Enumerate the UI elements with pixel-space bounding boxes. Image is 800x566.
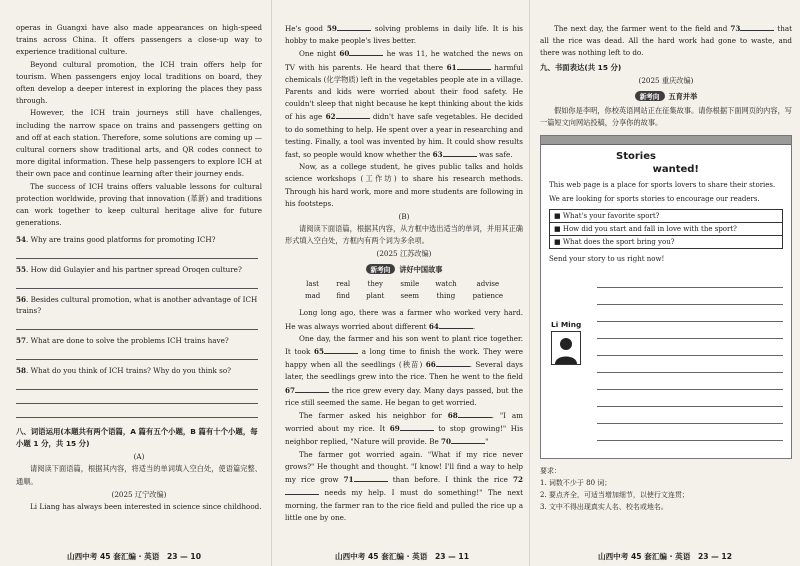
prompt-question: ■ What does the sport bring you? [554,238,675,247]
question-54: 54. Why are trains good platforms for promoting ICH? [16,235,216,245]
question-box [549,209,783,249]
section-heading: 八、词语运用(本题共有两个语篇，A 篇有五个小题，B 篇有十个小题，每小题 1 分，共 15 分) [16,427,258,449]
blank-59[interactable] [337,22,371,31]
instruction: 请阅读下面语篇，根据其内容，将适当的单词填入空白处，使语篇完整、通顺。 [16,464,262,486]
paragraph: However, the ICH train journeys still have challenges, including the narrow space on trains and passengers getting on and off at each station. Therefore, some solutions are coming up — cultural corners show traditional arts, and QR codes connect to more digital information. These help passengers to explore ICH at their own pace and continue learning after their journey ends. [16,108,262,179]
word-option: watch [435,280,457,289]
new-trend-badge: 新考向 [635,91,665,101]
word-option: find [336,292,351,301]
paragraph: He's good 59 solving problems in daily life. It is his hobby to make people's lives better. [285,24,523,46]
blank-61[interactable] [457,61,491,70]
paragraph: The next day, the farmer went to the field and 73 that all the rice was dead. All the hard work had gone to waste, and there was nothing left to do. [540,24,793,58]
web-intro: This web page is a place for sports lovers to share their stories. We are looking for sports stories to encourage our readers. [549,181,776,204]
part-label: (B) [398,212,410,222]
requirement-item: 2. 要点齐全，可适当增加细节，以使行文连贯； [540,491,689,500]
writing-line[interactable] [597,356,783,373]
story-text: The farmer asked his neighbor for 68 . "I am worried about my rice. It 69 to stop growing!" His neighbor replied, "Nature will provide. Be 70 " [285,411,524,447]
instruction: 请阅读下面语篇，根据其内容，从方框中选出适当的单词，并用其正确形式填入空白处，方框内有两个词为多余项。 [285,224,523,246]
blank-62[interactable] [336,110,370,119]
page-fold [271,0,272,566]
blank-68[interactable] [458,409,492,418]
section-heading: 九、书面表达(共 15 分) [540,62,622,72]
avatar [551,331,581,365]
page-footer: 山西中考 45 套汇编 · 英语 23 — 10 [67,552,201,561]
blank-70[interactable] [451,435,485,444]
send-text: Send your story to us right now! [549,255,665,264]
story-text: The farmer got worried again. "What if my rice never grows?" He thought and thought. "I know! I'll find a way to help my rice grow 71 than before. I think the rice 72 needs my help. I must do something!" The next morning, the farmer ran to the rice field and pulled the rice up a little one by one. [285,449,523,522]
word-option: smile [400,280,420,289]
source-label: (2025 辽宁改编) [111,489,167,499]
writing-line[interactable] [597,373,783,390]
answer-line[interactable] [16,390,258,404]
word-box [297,278,511,302]
paragraph: Li Liang has always been interested in science since childhood. [30,501,262,511]
word-option: patience [472,292,504,301]
writing-line[interactable] [597,322,783,339]
paragraph: The success of ICH trains offers valuable lessons for cultural protection worldwide, proving that innovation (革新) and traditions can work together to keep cultural heritage alive for future generations. [16,181,262,228]
paragraph: operas in Guangxi have also made appearances on high-speed trains across China. It offers passengers a close-up way to experience traditional culture. [16,23,262,57]
word-option: real [336,280,351,289]
web-title: wanted! [652,164,699,176]
blank-73[interactable] [740,22,774,31]
web-page-frame [540,135,792,459]
word-option: seem [400,292,420,301]
answer-line[interactable] [16,245,258,259]
part-label: (A) [133,452,145,462]
source-label: (2025 重庆改编) [638,75,694,85]
question-56: 56. Besides cultural promotion, what is another advantage of ICH trains? [16,295,258,316]
word-option: last [306,280,319,289]
requirement-item: 3. 文中不得出现真实人名、校名或地名。 [540,503,668,512]
answer-line[interactable] [16,316,258,330]
writing-line[interactable] [597,305,783,322]
story-text: One day, the farmer and his son went to plant rice together. It took 65 a long time to finish the work. They were happy when all the seedlings (秧苗) 66 . Several days later, the seedlings grew into the rice. Then he went to the field 67 the rice grew every day. Many days passed, but the rice still seemed the same. He began to get worried. [285,333,523,407]
blank-60[interactable] [349,47,383,56]
word-option: mad [304,292,321,301]
blank-69[interactable] [400,422,434,431]
blank-72[interactable] [285,486,319,495]
topic-tag: 新考向 讲好中国故事 [285,264,523,275]
new-trend-badge: 新考向 [366,264,396,274]
blank-64[interactable] [439,320,473,329]
topic-tag: 新考向 五育并举 [540,91,792,102]
paragraph: Beyond cultural promotion, the ICH train offers help for tourism. When passengers enjoy local traditions on board, they often develop a deeper interest in exploring the places they pass through. [16,59,262,106]
page-right [530,0,800,566]
page-middle [275,0,529,566]
writing-line[interactable] [597,390,783,407]
paragraph: One night 60 he was 11, he watched the news on TV with his parents. He heard that there 61 harmful chemicals (化学物质) left in the vegetables people ate in a village. Parents and kids were worried about their food safety. He couldn't sleep that night because he kept thinking about the kids of his age 62 didn't have safe vegetables. He decided to do something to help. He spent over a year in researching and testing. Finally, a tool was invented by him. It could show results fast, so people would know whether the 63 was safe. [285,49,523,160]
answer-line[interactable] [16,376,258,390]
author-name: Li Ming [551,320,582,330]
word-option: they [367,280,383,289]
blank-66[interactable] [436,358,470,367]
blank-67[interactable] [295,384,329,393]
page-left [0,0,268,566]
word-option: advise [476,280,500,289]
instruction: 假如你是李明，你校英语网站正在征集故事。请你根据下面网页的内容，写一篇短文向网站投稿，分享你的故事。 [540,105,792,127]
writing-line[interactable] [597,407,783,424]
browser-bar [541,136,791,145]
prompt-question: ■ What's your favorite sport? [550,210,782,223]
answer-line[interactable] [16,346,258,360]
word-option: thing [436,292,456,301]
page-footer: 山西中考 45 套汇编 · 英语 23 — 12 [598,552,732,561]
source-label: (2025 江苏改编) [376,249,432,259]
blank-71[interactable] [354,473,388,482]
requirement-item: 1. 词数不少于 80 词； [540,479,612,488]
writing-line[interactable] [597,339,783,356]
writing-line[interactable] [597,271,783,288]
writing-line[interactable] [597,424,783,441]
word-option: plant [366,292,385,301]
web-title: Stories [616,151,656,163]
question-57: 57. What are done to solve the problems ICH trains have? [16,336,229,346]
question-58: 58. What do you think of ICH trains? Why do you think so? [16,366,232,376]
answer-line[interactable] [16,404,258,418]
story-text: Long long ago, there was a farmer who worked very hard. He was always worried about different 64 . [285,308,523,331]
page-footer: 山西中考 45 套汇编 · 英语 23 — 11 [335,552,469,561]
paragraph: Now, as a college student, he gives public talks and holds science workshops (工作坊) to share his research methods. Through his hard work, more and more students are following in his footsteps. [285,162,523,208]
writing-line[interactable] [597,288,783,305]
blank-65[interactable] [324,345,358,354]
prompt-question: ■ How did you start and fall in love with the sport? [550,223,782,236]
blank-63[interactable] [443,148,477,157]
answer-line[interactable] [16,275,258,289]
requirements-title: 要求： [540,467,561,476]
question-55: 55. How did Gulayier and his partner spread Oroqen culture? [16,265,242,275]
